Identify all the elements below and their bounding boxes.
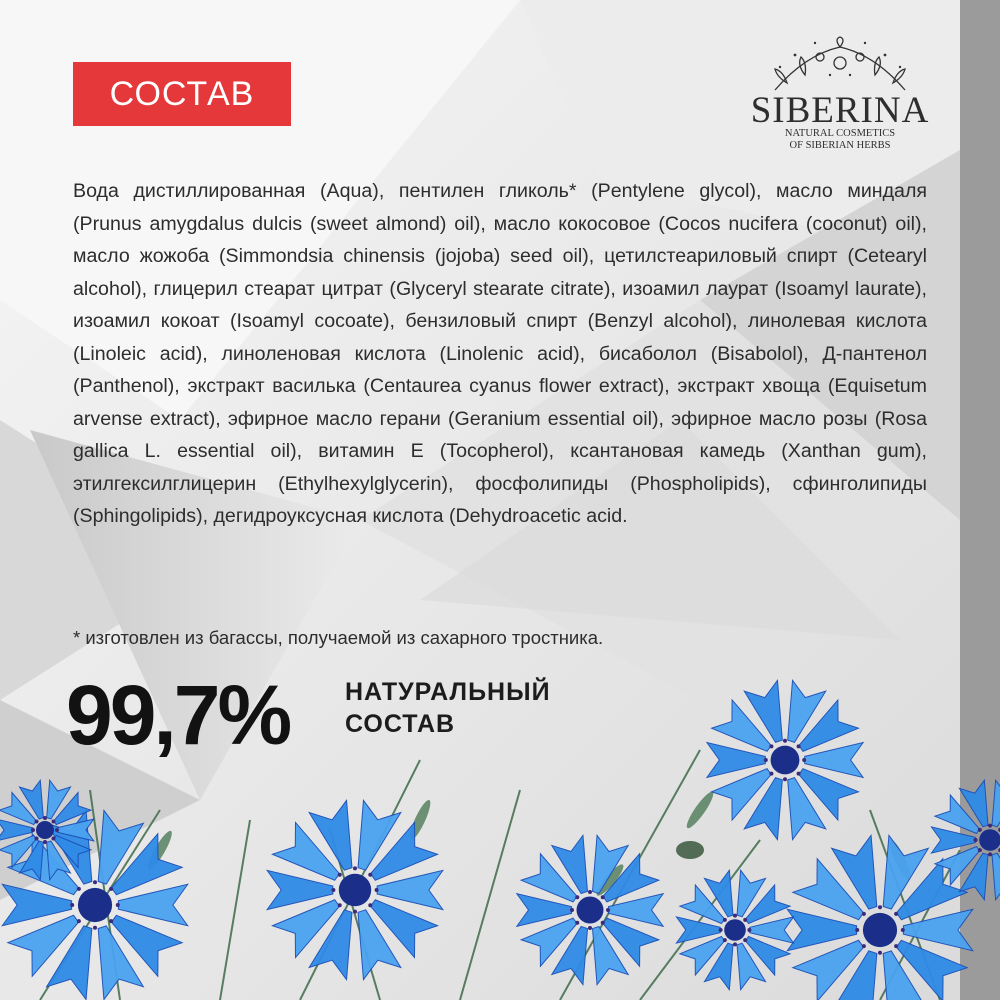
natural-label-line-1: НАТУРАЛЬНЫЙ [345, 678, 551, 706]
herbal-ornament-icon [745, 35, 935, 95]
cornflower [676, 870, 793, 989]
brand-logo [745, 35, 935, 160]
composition-badge: СОСТАВ [73, 62, 291, 126]
natural-percentage: 99,7% [66, 668, 290, 762]
cornflowers-illustration [0, 640, 1000, 1000]
brand-name: SIBERINA [750, 90, 930, 131]
brand-tagline-1: NATURAL COSMETICS [784, 128, 896, 139]
cornflower [707, 680, 863, 839]
natural-label-line-2: СОСТАВ [345, 710, 456, 738]
footnote: * изготовлен из багассы, получаемой из сахарного тростника. [73, 627, 604, 648]
cornflower [517, 835, 663, 984]
ingredients-list: Вода дистиллированная (Aqua), пентилен гликоль* (Pentylene glycol), масло миндаля (Prunus amygdalus dulcis (sweet almond) oil), масло кокосовое (Cocos nucifera (coconut) oil), масло жожоба (Simmondsia chinensis (jojoba) seed oil), цетилстеариловый спирт (Cetearyl alcohol), глицерил стеарат цитрат (Glyceryl stearate citrate), изоамил лаурат (Isoamyl laurate), изоамил кокоат (Isoamyl cocoate), бензиловый спирт (Benzyl alcohol), линолевая кислота (Linoleic acid), линоленовая кислота (Linolenic acid), бисаболол (Bisabolol), Д-пантенол (Panthenol), экстракт василька (Centaurea cyanus flower extract), экстракт хвоща (Equisetum arvense extract), эфирное масло герани (Geranium essential oil), эфирное масло розы (Rosa gallica L. essential oil), витамин Е (Tocopherol), ксантановая камедь (Xanthan gum), этилгексилглицерин (Ethylhexylglycerin), фосфолипиды (Phospholipids), сфинголипиды (Sphingolipids), дегидроуксусная кислота (Dehydroacetic acid. [73, 180, 927, 527]
brand-tagline-2: OF SIBERIAN HERBS [789, 140, 891, 151]
